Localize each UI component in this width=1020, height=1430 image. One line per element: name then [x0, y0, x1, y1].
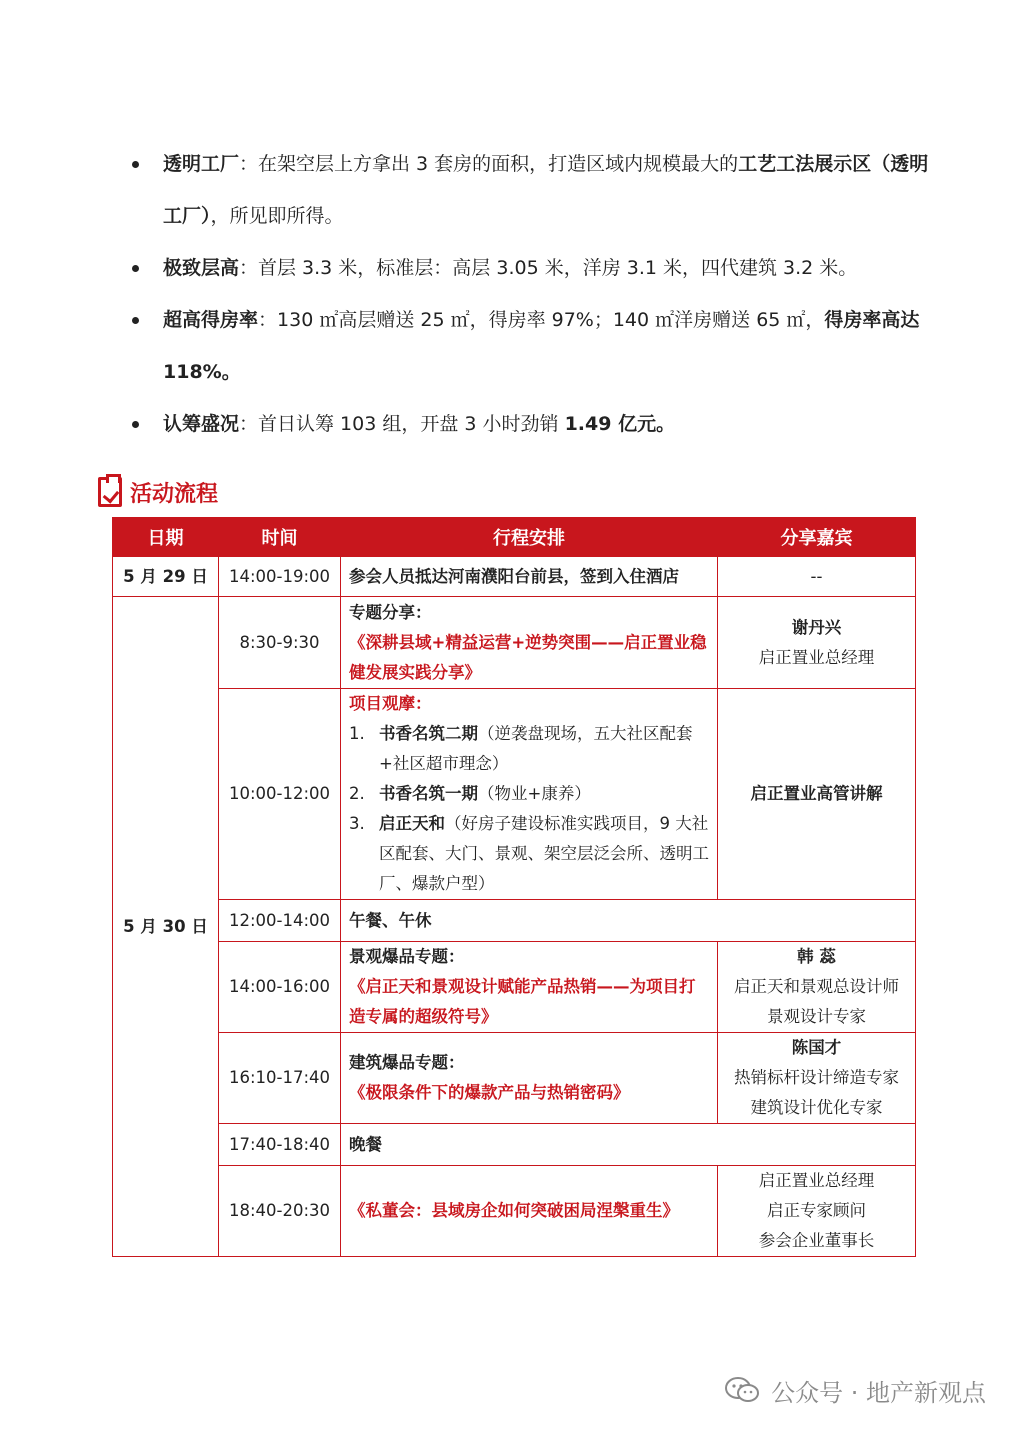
- header-guest: 分享嘉宾: [718, 518, 916, 557]
- header-agenda: 行程安排: [341, 518, 718, 557]
- time-cell: 10:00-12:00: [219, 689, 341, 900]
- guest-cell: [718, 1033, 916, 1124]
- table-row: [113, 942, 916, 1033]
- section-heading: [98, 472, 218, 512]
- table-row: [113, 689, 916, 900]
- agenda-title: 《深耕县域+精益运营+逆势突围——启正置业稳健发展实践分享》: [349, 632, 707, 682]
- clipboard-check-icon: [98, 477, 122, 507]
- guest-role: 启正天和景观总设计师: [734, 977, 899, 996]
- time-cell: 14:00-19:00: [219, 557, 341, 597]
- guest-role: 热销标杆设计缔造专家: [734, 1068, 899, 1087]
- guest-name: 谢丹兴: [791, 617, 842, 637]
- agenda-title: 《极限条件下的爆款产品与热销密码》: [349, 1083, 630, 1102]
- agenda-cell: 晚餐: [341, 1124, 916, 1166]
- wechat-icon: [725, 1376, 759, 1404]
- bullet-housing-rate: 超高得房率：130 ㎡高层赠送 25 ㎡，得房率 97%；140 ㎡洋房赠送 65 ㎡，得房率高达 118%。: [130, 294, 930, 398]
- table-row: [113, 1124, 916, 1166]
- guest-role: 启正置业总经理: [758, 647, 875, 667]
- date-cell: 5 月 29 日: [113, 557, 219, 597]
- header-date: 日期: [113, 518, 219, 557]
- time-cell: 8:30-9:30: [219, 597, 341, 689]
- table-header-row: [113, 518, 916, 557]
- guest-role: 参会企业董事长: [758, 1231, 875, 1250]
- agenda-cell: 午餐、午休: [341, 900, 916, 942]
- table-row: [113, 557, 916, 597]
- guest-cell: --: [718, 557, 916, 597]
- bullet-floor-height: 极致层高：首层 3.3 米，标准层：高层 3.05 米，洋房 3.1 米，四代建筑 3.2 米。: [130, 242, 930, 294]
- guest-cell: 启正置业高管讲解: [718, 689, 916, 900]
- guest-name: 陈国才: [791, 1038, 842, 1057]
- bullet-subscription: 认筹盛况：首日认筹 103 组，开盘 3 小时劲销 1.49 亿元。: [130, 398, 930, 450]
- agenda-title: 《启正天和景观设计赋能产品热销——为项目打造专属的超级符号》: [349, 977, 696, 1026]
- guest-role: 启正专家顾问: [767, 1201, 866, 1220]
- table-row: [113, 597, 916, 689]
- agenda-label: 建筑爆品专题：: [349, 1053, 465, 1072]
- time-cell: 17:40-18:40: [219, 1124, 341, 1166]
- list-item: 3. 启正天和（好房子建设标准实践项目，9 大社区配套、大门、景观、架空层泛会所、透明工厂、爆款户型）: [349, 814, 709, 893]
- list-item: 2. 书香名筑一期（物业+康养）: [349, 784, 591, 803]
- agenda-cell: 参会人员抵达河南濮阳台前县，签到入住酒店: [341, 557, 718, 597]
- agenda-cell: [341, 942, 718, 1033]
- guest-role: 启正置业总经理: [758, 1171, 875, 1190]
- section-title: 活动流程: [130, 481, 219, 507]
- guest-cell: [718, 1166, 916, 1257]
- bullet-transparent-factory: 透明工厂：在架空层上方拿出 3 套房的面积，打造区域内规模最大的工艺工法展示区（透明工厂），所见即所得。: [130, 138, 930, 242]
- guest-name: 韩 蕊: [797, 947, 836, 966]
- table-row: [113, 900, 916, 942]
- time-cell: 18:40-20:30: [219, 1166, 341, 1257]
- watermark-text: 公众号 · 地产新观点: [771, 1378, 986, 1407]
- guest-role: 景观设计专家: [767, 1007, 866, 1026]
- guest-cell: [718, 942, 916, 1033]
- agenda-cell: 《私董会：县域房企如何突破困局涅槃重生》: [341, 1166, 718, 1257]
- highlights-list: [130, 138, 930, 450]
- agenda-label: 景观爆品专题：: [349, 947, 465, 966]
- schedule-table: [112, 517, 916, 1257]
- time-cell: 16:10-17:40: [219, 1033, 341, 1124]
- time-cell: 12:00-14:00: [219, 900, 341, 942]
- visit-list: [349, 719, 709, 899]
- header-time: 时间: [219, 518, 341, 557]
- agenda-label: 项目观摩：: [349, 694, 432, 713]
- table-row: [113, 1033, 916, 1124]
- agenda-cell: [341, 689, 718, 900]
- agenda-label: 专题分享：: [349, 602, 432, 622]
- agenda-cell: [341, 1033, 718, 1124]
- guest-cell: [718, 597, 916, 689]
- guest-role: 建筑设计优化专家: [750, 1098, 883, 1117]
- time-cell: 14:00-16:00: [219, 942, 341, 1033]
- list-item: 1. 书香名筑二期（逆袭盘现场，五大社区配套+社区超市理念）: [349, 724, 693, 773]
- agenda-cell: [341, 597, 718, 689]
- watermark: [725, 1370, 986, 1410]
- date-cell: 5 月 30 日: [113, 597, 219, 1257]
- table-row: [113, 1166, 916, 1257]
